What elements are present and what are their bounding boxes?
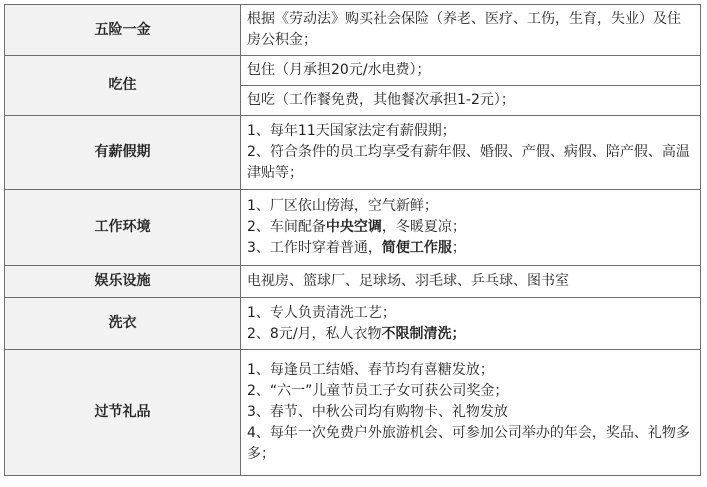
description-cell (241, 56, 701, 86)
table-row (5, 56, 701, 86)
category-cell: 过节礼品 (5, 350, 241, 476)
benefits-table (4, 4, 701, 476)
highlight-text: 中央空调 (325, 219, 382, 235)
description-line: 1、专人负责清洗工艺； (247, 304, 396, 321)
description-cell (241, 190, 701, 266)
description-line: 1、每年11天国家法定有薪假期； (247, 123, 456, 139)
table-row (5, 350, 701, 476)
description-cell (241, 298, 701, 350)
description-line: 根据《劳动法》购买社会保险（养老、医疗、工伤，生育，失业）及住房公积金； (247, 11, 681, 48)
description-line: 4、每年一次免费户外旅游机会、可参加公司举办的年会，奖品、礼物多多； (247, 425, 690, 462)
description-cell (241, 266, 701, 298)
line-text: ； (451, 240, 466, 256)
table-row (5, 266, 701, 298)
description-line: 包吃（工作餐免费，其他餐次承担1-2元）； (247, 92, 515, 108)
description-line: 2、“六一”儿童节员工子女可获公司奖金； (247, 383, 509, 399)
description-cell (241, 86, 701, 116)
description-line (247, 238, 694, 259)
table-row (5, 190, 701, 266)
description-line: 3、春节、中秋公司均有购物卡、礼物发放 (247, 404, 508, 420)
category-cell: 工作环境 (5, 190, 241, 266)
description-line: 2、符合条件的员工均享受有薪年假、婚假、产假、病假、陪产假、高温津贴等； (247, 144, 690, 181)
table-row (5, 298, 701, 350)
description-line (247, 217, 694, 238)
category-cell: 洗衣 (5, 298, 241, 350)
description-line: 1、厂区依山傍海，空气新鲜； (247, 198, 438, 214)
category-cell: 五险一金 (5, 5, 241, 56)
description-line: 电视房、篮球厂、足球场、羽毛球、乒乓球、图书室 (247, 273, 569, 289)
table-row (5, 5, 701, 56)
line-text: 2、车间配备 (247, 219, 326, 235)
line-text: 3、工作时穿着普通， (247, 240, 382, 256)
description-cell (241, 5, 701, 56)
description-cell (241, 116, 701, 190)
line-text: 2、8元/月，私人衣物 (247, 325, 382, 342)
description-line: 1、每逢员工结婚、春节均有喜糖发放； (247, 362, 494, 378)
category-cell: 吃住 (5, 56, 241, 116)
description-cell (241, 350, 701, 476)
table-row (5, 116, 701, 190)
highlight-text: 不限制清洗； (381, 325, 466, 342)
category-cell: 娱乐设施 (5, 266, 241, 298)
description-line (247, 324, 694, 345)
highlight-text: 简便工作服 (381, 240, 452, 256)
line-text: ，冬暖夏凉； (381, 219, 466, 235)
category-cell: 有薪假期 (5, 116, 241, 190)
description-line: 包住（月承担20元/水电费）； (247, 62, 431, 78)
